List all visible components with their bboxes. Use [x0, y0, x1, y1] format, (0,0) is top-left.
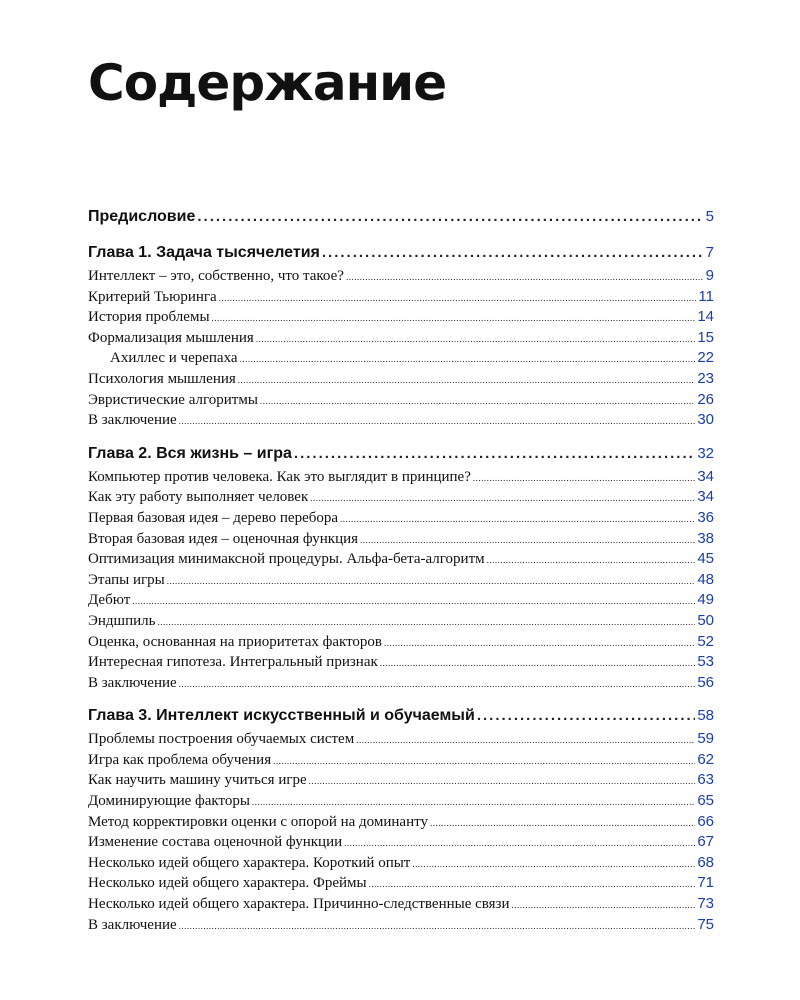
toc-section-entry[interactable] [88, 873, 714, 894]
table-of-contents [88, 204, 714, 945]
toc-leader-dots [256, 329, 695, 350]
toc-leader-dots [310, 488, 695, 509]
toc-entry-title: Компьютер против человека. Как это выглядит в принципе? [88, 468, 471, 485]
toc-leader-dots [344, 833, 695, 854]
toc-entry-title: Оптимизация минимаксной процедуры. Альфа-бета-алгоритм [88, 551, 485, 568]
toc-entry-title: Глава 3. Интеллект искусственный и обучаемый [88, 707, 475, 725]
toc-leader-dots [412, 854, 695, 875]
toc-entry-title: Ахиллес и черепаха [110, 350, 238, 367]
toc-entry-title: Оценка, основанная на приоритетах факторов [88, 633, 383, 650]
toc-page-number: 23 [697, 369, 714, 387]
toc-chapter-2 [88, 441, 714, 694]
toc-chapter-heading[interactable] [88, 441, 714, 467]
toc-section-entry[interactable] [88, 549, 714, 570]
toc-leader-dots [238, 370, 696, 391]
toc-leader-dots [309, 771, 696, 792]
toc-entry-title: Как эту работу выполняет человек [88, 489, 309, 506]
toc-section-entry[interactable] [88, 894, 714, 915]
toc-entry-title: Проблемы построения обучаемых систем [88, 731, 355, 748]
toc-section-entry[interactable] [88, 467, 714, 488]
toc-section-entry[interactable] [88, 729, 714, 750]
toc-page-number: 9 [705, 267, 714, 284]
toc-page-number: 71 [697, 874, 714, 892]
toc-preface-section [88, 204, 714, 230]
toc-section-entry[interactable] [88, 770, 714, 791]
toc-entry-title: Формализация мышления [88, 329, 254, 346]
toc-page-number: 59 [697, 730, 714, 748]
toc-leader-dots [179, 674, 696, 695]
toc-entry-title: Изменение состава оценочной функции [88, 834, 343, 851]
toc-page-number: 58 [697, 707, 714, 725]
toc-section-entry[interactable] [88, 611, 714, 632]
toc-section-entry[interactable] [88, 328, 714, 349]
toc-page-number: 68 [697, 853, 714, 871]
toc-section-entry[interactable] [88, 915, 714, 936]
toc-page-number: 38 [697, 529, 714, 547]
toc-leader-dots [340, 509, 695, 530]
toc-entry-title: Глава 1. Задача тысячелетия [88, 244, 320, 261]
toc-section-entry[interactable] [88, 652, 714, 673]
toc-entry-title: Вторая базовая идея – оценочная функция [88, 530, 359, 547]
toc-page-number: 34 [697, 467, 714, 485]
toc-leader-dots [167, 571, 696, 592]
toc-page-number: 5 [705, 208, 714, 225]
toc-leader-dots [512, 895, 696, 916]
toc-leader-dots [384, 633, 695, 654]
toc-page-number: 7 [705, 244, 714, 261]
toc-entry-title: Критерий Тьюринга [88, 288, 217, 305]
toc-entry-title: Интеллект – это, собственно, что такое? [88, 268, 344, 284]
toc-section-entry[interactable] [88, 673, 714, 694]
toc-page-number: 73 [697, 895, 714, 913]
toc-leader-dots [197, 204, 703, 230]
toc-entry-title: Дебют [88, 592, 131, 609]
toc-leader-dots [477, 703, 696, 729]
toc-page-number: 53 [697, 653, 714, 671]
toc-entry-title: Метод корректировки оценки с опорой на доминанту [88, 813, 428, 830]
toc-entry-title: Эвристические алгоритмы [88, 391, 258, 408]
toc-section-entry[interactable] [88, 487, 714, 508]
toc-section-entry[interactable] [88, 853, 714, 874]
toc-leader-dots [158, 612, 696, 633]
toc-entry-title: Доминирующие факторы [88, 793, 250, 810]
toc-page-number: 75 [697, 915, 714, 933]
toc-leader-dots [322, 240, 704, 266]
toc-leader-dots [294, 441, 695, 467]
toc-chapter-1 [88, 240, 714, 431]
toc-page-number: 65 [697, 792, 714, 810]
toc-leader-dots [487, 550, 696, 571]
toc-section-entry[interactable] [88, 287, 714, 308]
toc-page-number: 36 [697, 508, 714, 526]
toc-page-number: 52 [697, 632, 714, 650]
toc-section-entry[interactable] [88, 508, 714, 529]
toc-page-number: 66 [697, 812, 714, 830]
toc-entry-title: Эндшпиль [88, 612, 156, 629]
toc-section-entry[interactable] [88, 632, 714, 653]
toc-page-number: 67 [697, 833, 714, 851]
toc-section-entry[interactable] [88, 410, 714, 431]
toc-page-number: 56 [697, 673, 714, 691]
toc-leader-dots [179, 916, 696, 937]
toc-subsection-entry[interactable] [88, 348, 714, 369]
toc-leader-dots [219, 288, 697, 309]
toc-entry-title: В заключение [88, 412, 177, 429]
toc-section-entry[interactable] [88, 791, 714, 812]
toc-entry-title: Несколько идей общего характера. Причинно-следственные связи [88, 896, 510, 913]
toc-entry-title: В заключение [88, 916, 177, 933]
toc-entry-title: Первая базовая идея – дерево перебора [88, 509, 339, 526]
toc-entry-title: Несколько идей общего характера. Короткий опыт [88, 854, 411, 871]
toc-leader-dots [273, 751, 695, 772]
toc-page-number: 48 [697, 570, 714, 588]
page-title: Содержание [88, 54, 447, 112]
toc-page-number: 50 [697, 611, 714, 629]
toc-leader-dots [346, 267, 704, 288]
toc-entry-title: В заключение [88, 674, 177, 691]
toc-page-number: 22 [697, 349, 714, 367]
toc-leader-dots [430, 813, 695, 834]
toc-leader-dots [360, 530, 695, 551]
toc-section-entry[interactable] [88, 529, 714, 550]
toc-entry-title: Предисловие [88, 208, 196, 225]
toc-page-number: 30 [697, 411, 714, 429]
toc-entry-title: Интересная гипотеза. Интегральный признак [88, 654, 378, 671]
toc-section-entry[interactable] [88, 266, 714, 287]
toc-page-number: 34 [697, 488, 714, 506]
toc-entry-title: Как научить машину учиться игре [88, 772, 307, 789]
toc-page-number: 45 [697, 550, 714, 568]
toc-preface[interactable] [88, 204, 714, 230]
toc-page-number: 32 [697, 444, 714, 462]
toc-page-number: 26 [697, 390, 714, 408]
toc-page-number: 15 [697, 328, 714, 346]
toc-entry-title: Глава 2. Вся жизнь – игра [88, 444, 292, 462]
toc-section-entry[interactable] [88, 390, 714, 411]
toc-leader-dots [212, 308, 696, 329]
toc-entry-title: Психология мышления [88, 370, 236, 387]
toc-entry-title: Игра как проблема обучения [88, 751, 272, 768]
toc-leader-dots [260, 391, 695, 412]
toc-section-entry[interactable] [88, 590, 714, 611]
toc-leader-dots [252, 792, 695, 813]
toc-section-entry[interactable] [88, 812, 714, 833]
toc-page-number: 14 [697, 308, 714, 326]
toc-leader-dots [240, 349, 696, 370]
toc-page-number: 63 [697, 771, 714, 789]
toc-page-number: 62 [697, 750, 714, 768]
toc-section-entry[interactable] [88, 750, 714, 771]
toc-page-number: 11 [698, 287, 714, 305]
toc-leader-dots [369, 874, 696, 895]
toc-section-entry[interactable] [88, 369, 714, 390]
toc-leader-dots [179, 411, 696, 432]
toc-page-number: 49 [697, 591, 714, 609]
toc-section-entry[interactable] [88, 570, 714, 591]
toc-entry-title: История проблемы [88, 309, 210, 326]
toc-chapter-heading[interactable] [88, 703, 714, 729]
toc-chapter-heading[interactable] [88, 240, 714, 266]
toc-entry-title: Несколько идей общего характера. Фреймы [88, 875, 367, 892]
toc-section-entry[interactable] [88, 307, 714, 328]
toc-leader-dots [132, 591, 695, 612]
toc-chapter-3 [88, 703, 714, 935]
toc-leader-dots [473, 468, 695, 489]
toc-leader-dots [356, 730, 695, 751]
toc-entry-title: Этапы игры [88, 571, 165, 588]
toc-section-entry[interactable] [88, 832, 714, 853]
toc-leader-dots [380, 653, 696, 674]
